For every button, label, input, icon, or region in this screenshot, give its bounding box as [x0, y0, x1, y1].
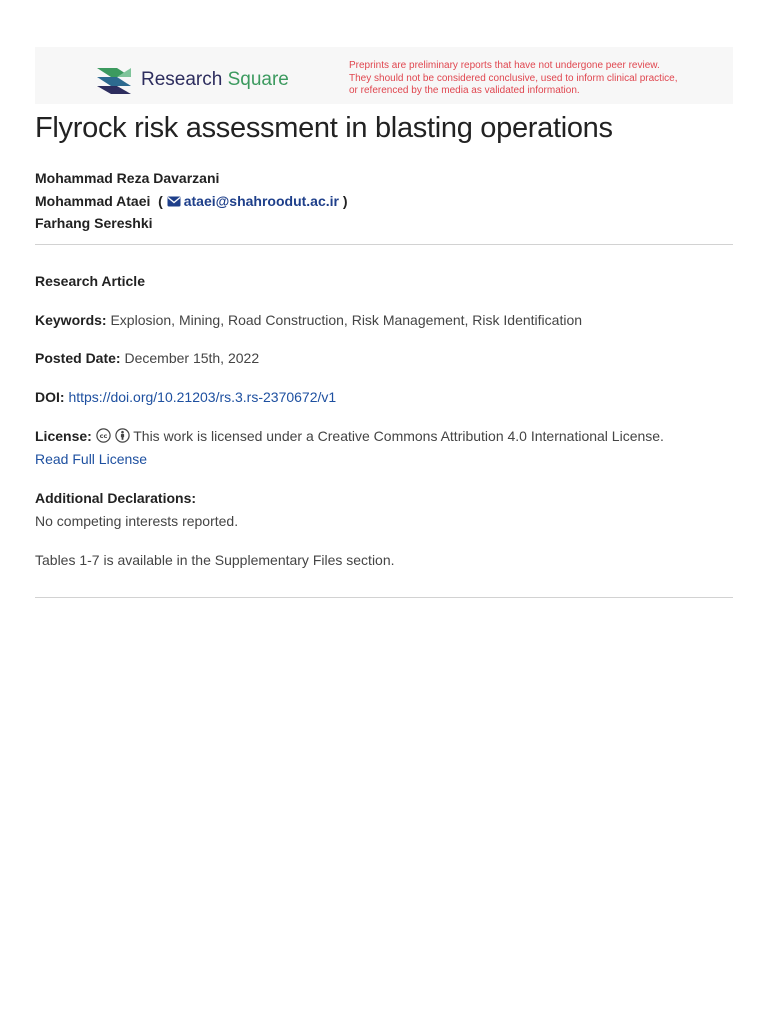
attribution-icon: [115, 428, 130, 443]
competing-interests-text: No competing interests reported.: [35, 513, 239, 529]
license-row: [35, 425, 733, 470]
license-label: License:: [35, 428, 92, 444]
license-text: This work is licensed under a Creative Commons Attribution 4.0 International License.: [133, 428, 664, 444]
author-name: Mohammad Reza Davarzani: [35, 170, 220, 186]
doi-label: DOI:: [35, 389, 65, 405]
logo-text-main: Research: [141, 68, 223, 90]
author-email-link[interactable]: [167, 193, 339, 209]
author-name: Mohammad Ataei: [35, 192, 151, 209]
logo-wordmark: [141, 70, 289, 89]
section-divider: [35, 597, 733, 598]
article-title: Flyrock risk assessment in blasting operations: [35, 112, 613, 144]
doi-link[interactable]: https://doi.org/10.21203/rs.3.rs-2370672/v1: [68, 389, 337, 405]
preprint-notice-line: Preprints are preliminary reports that have not undergone peer review.: [349, 60, 660, 71]
preprint-banner: [35, 47, 733, 104]
additional-declarations: [35, 487, 733, 532]
section-divider: [35, 244, 733, 245]
read-full-license-link[interactable]: Read Full License: [35, 451, 148, 467]
author-email-text: ataei@shahroodut.ac.ir: [183, 192, 339, 209]
additional-declarations-label: Additional Declarations:: [35, 490, 197, 506]
research-square-logo-icon: [95, 64, 133, 94]
keywords-row: [35, 309, 733, 331]
posted-date-row: [35, 347, 733, 369]
posted-date-value: December 15th, 2022: [124, 350, 260, 366]
doi-row: [35, 386, 733, 408]
posted-date-label: Posted Date:: [35, 350, 121, 366]
research-square-logo[interactable]: [95, 64, 289, 94]
article-type-label: Research Article: [35, 273, 145, 289]
preprint-notice-line: or referenced by the media as validated information.: [349, 85, 580, 96]
preprint-notice: [349, 60, 709, 98]
svg-text:cc: cc: [99, 432, 108, 441]
author-entry: [35, 190, 348, 213]
envelope-icon: [167, 196, 181, 207]
article-type: [35, 270, 733, 292]
preprint-notice-line: They should not be considered conclusive, used to inform clinical practice,: [349, 72, 678, 84]
keywords-label: Keywords:: [35, 312, 107, 328]
author-name: Farhang Sereshki: [35, 215, 153, 231]
supplementary-note: Tables 1-7 is available in the Supplementary Files section.: [35, 552, 395, 568]
cc-icon: [96, 428, 111, 443]
logo-text-accent: Square: [227, 68, 289, 90]
author-list: [35, 167, 348, 235]
email-paren-open: (: [158, 192, 163, 209]
email-paren-close: ): [342, 192, 348, 209]
keywords-value: Explosion, Mining, Road Construction, Risk Management, Risk Identification: [110, 312, 583, 328]
